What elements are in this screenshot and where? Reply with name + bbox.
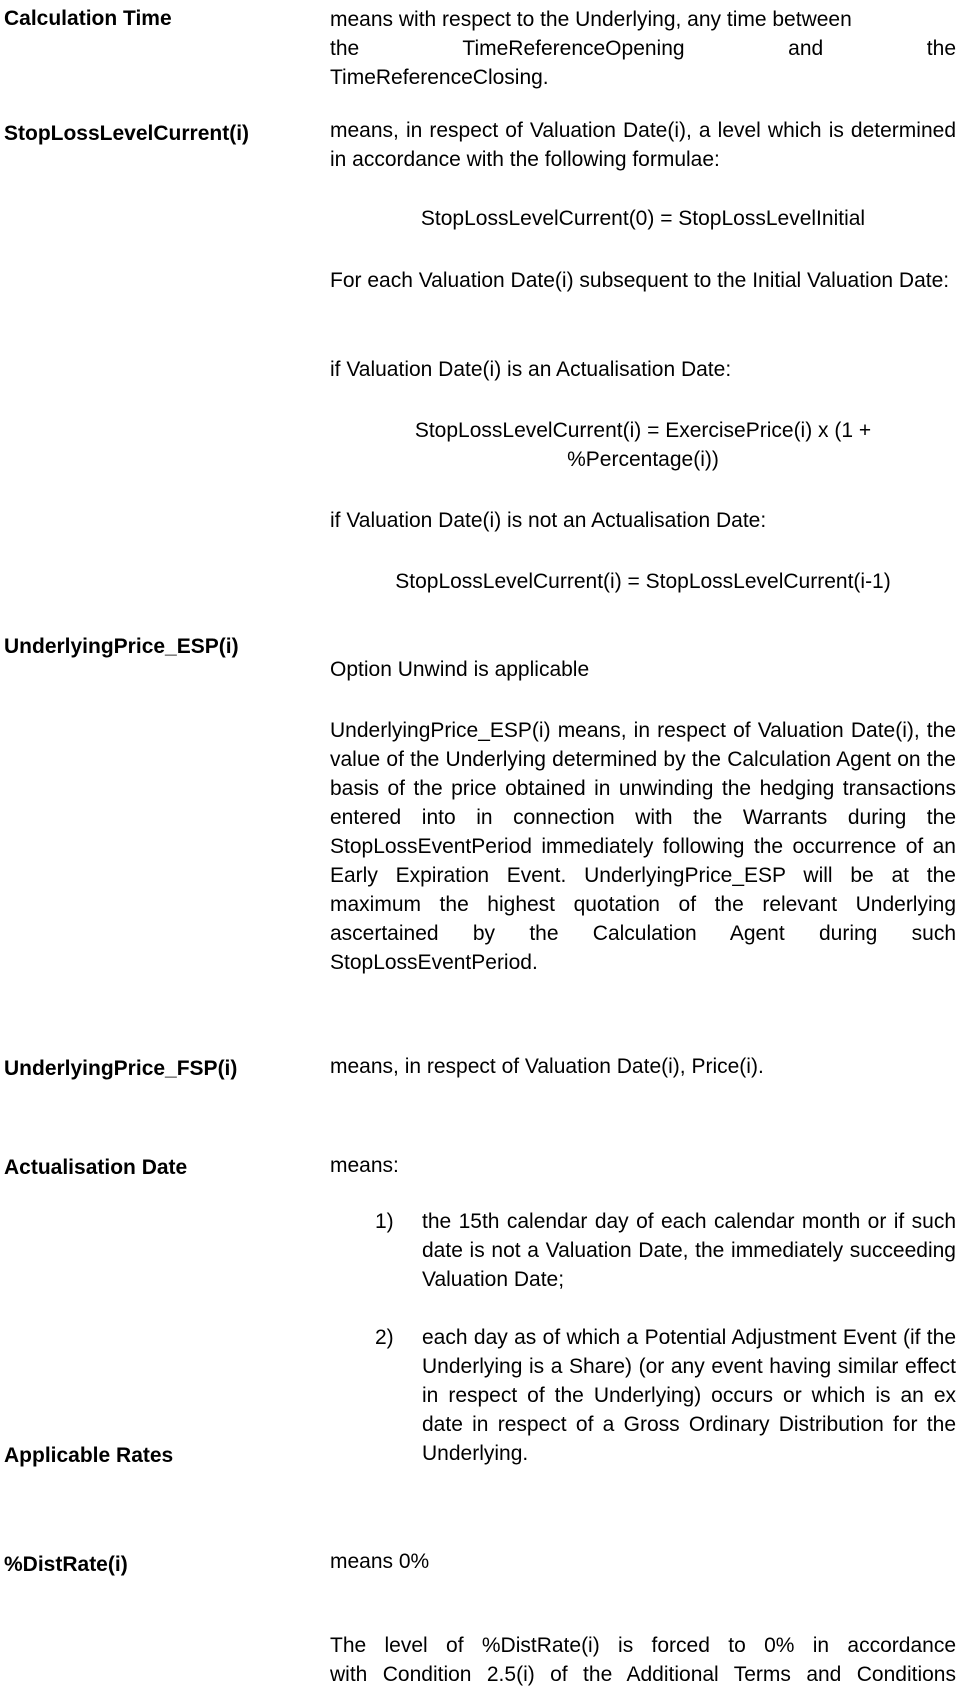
term-stop-loss-level-current: StopLossLevelCurrent(i): [4, 122, 250, 145]
formula-not-actualisation: StopLossLevelCurrent(i) = StopLossLevelCurrent(i-1): [395, 570, 891, 593]
term-calculation-time: Calculation Time: [4, 7, 172, 30]
subsequent-valuation-text: For each Valuation Date(i) subsequent to the Initial Valuation Date:: [330, 269, 950, 292]
stop-loss-intro: means, in respect of Valuation Date(i), a level which is determined in accordance with the following formulae:: [330, 119, 956, 171]
esp-definition: UnderlyingPrice_ESP(i) means, in respect of Valuation Date(i), the value of the Underlying determined by the Calculation Agent on the basis of the price obtained in unwinding the hedging transactions entered into in connection with the Warrants during the StopLossEventPeriod immediately following the occurrence of an Early Expiration Event. UnderlyingPrice_ESP will be at the maximum the highest quotation of the relevant Underlying ascertained by the Calculation Agent during such StopLossEventPeriod.: [330, 719, 956, 974]
list-item: [375, 1207, 956, 1297]
term-actualisation-date: Actualisation Date: [4, 1156, 188, 1179]
calculation-time-line-1: means with respect to the Underlying, any time between: [330, 8, 852, 31]
term-applicable-rates: Applicable Rates: [4, 1444, 174, 1467]
calculation-time-line-3: TimeReferenceClosing.: [330, 66, 549, 89]
calculation-time-line-2: the TimeReferenceOpening and the: [330, 37, 956, 60]
list-item-number: 1): [375, 1210, 394, 1233]
if-actualisation-text: if Valuation Date(i) is an Actualisation Date:: [330, 358, 732, 381]
list-item-number: 2): [375, 1326, 394, 1349]
term-underlying-price-fsp: UnderlyingPrice_FSP(i): [4, 1057, 238, 1080]
list-item: [375, 1323, 956, 1473]
dist-rate-forced-line-2: with Condition 2.5(i) of the Additional Terms and Conditions: [330, 1663, 956, 1686]
list-item-text: the 15th calendar day of each calendar month or if such date is not a Valuation Date, the immediately succeeding Valuation Date;: [422, 1210, 956, 1291]
if-not-actualisation-text: if Valuation Date(i) is not an Actualisation Date:: [330, 509, 767, 532]
dist-rate-means: means 0%: [330, 1550, 430, 1573]
fsp-definition: means, in respect of Valuation Date(i), Price(i).: [330, 1055, 764, 1078]
formula-initial: StopLossLevelCurrent(0) = StopLossLevelInitial: [420, 207, 866, 230]
option-unwind-text: Option Unwind is applicable: [330, 658, 590, 681]
term-underlying-price-esp: UnderlyingPrice_ESP(i): [4, 635, 239, 658]
dist-rate-forced-line-1: The level of %DistRate(i) is forced to 0% in accordance: [330, 1634, 956, 1657]
actualisation-means: means:: [330, 1154, 399, 1177]
formula-actualisation: [330, 416, 956, 474]
dist-rate-forced-text: [330, 1631, 956, 1689]
formula-actualisation-line-2: %Percentage(i)): [567, 448, 719, 471]
formula-actualisation-line-1: StopLossLevelCurrent(i) = ExercisePrice(i) x (1 +: [414, 419, 872, 442]
calculation-time-definition: [330, 5, 956, 92]
term-dist-rate: %DistRate(i): [4, 1553, 128, 1576]
list-item-text: each day as of which a Potential Adjustment Event (if the Underlying is a Share) (or any event having similar effect in respect of the Underlying) occurs or which is an ex date in respect of a Gross Ordinary Distribution for the Underlying.: [422, 1326, 956, 1465]
